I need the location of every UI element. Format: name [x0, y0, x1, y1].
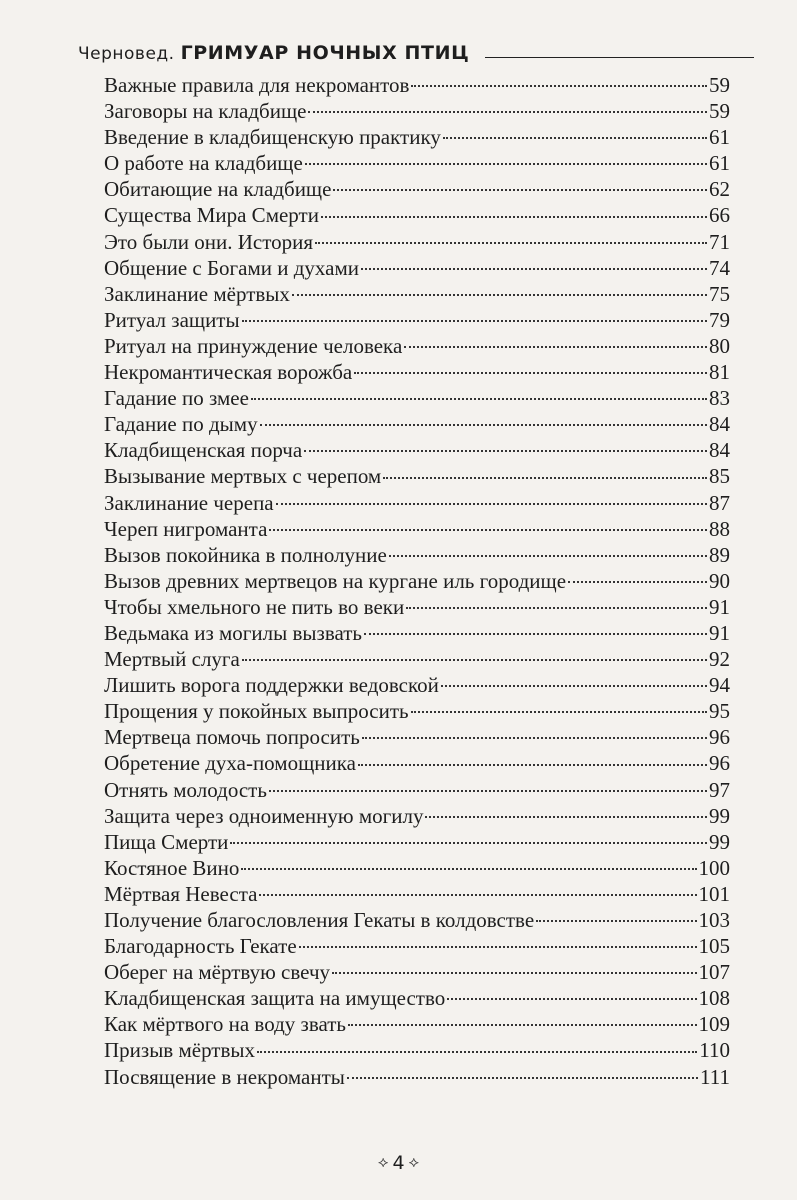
dot-leader	[404, 346, 707, 348]
dot-leader	[304, 450, 707, 452]
dot-leader	[260, 424, 707, 426]
toc-entry	[104, 1064, 730, 1090]
toc-entry	[104, 124, 730, 150]
dot-leader	[269, 790, 707, 792]
dot-leader	[292, 294, 707, 296]
toc-entry	[104, 777, 730, 803]
dot-leader	[447, 998, 696, 1000]
toc-entry	[104, 463, 730, 489]
toc-entry	[104, 490, 730, 516]
toc-entry	[104, 803, 730, 829]
toc-entry-page: 111	[700, 1064, 730, 1089]
toc-entry-title: Это были они. История	[104, 229, 314, 254]
dot-leader	[568, 581, 707, 583]
toc-entry-page: 92	[709, 647, 730, 672]
page-footer	[0, 1152, 797, 1174]
toc-entry-page: 105	[698, 934, 730, 959]
toc-entry-page: 75	[709, 281, 730, 306]
toc-entry	[104, 855, 730, 881]
dot-leader	[242, 320, 707, 322]
toc-entry-page: 96	[709, 751, 730, 776]
toc-entry-title: Кладбищенская порча	[104, 438, 303, 463]
toc-entry	[104, 1011, 730, 1037]
toc-entry	[104, 202, 730, 228]
toc-entry-page: 99	[709, 803, 730, 828]
dot-leader	[305, 163, 707, 165]
toc-entry	[104, 959, 730, 985]
toc-entry-title: Костяное Вино	[104, 855, 240, 880]
toc-entry-title: Оберег на мёртвую свечу	[104, 960, 331, 985]
toc-entry-page: 79	[709, 307, 730, 332]
dot-leader	[389, 555, 707, 557]
toc-entry-title: Пища Смерти	[104, 829, 229, 854]
dot-leader	[276, 503, 707, 505]
toc-entry-title: Заклинание черепа	[104, 490, 274, 515]
dot-leader	[348, 1024, 696, 1026]
dot-leader	[321, 216, 707, 218]
dot-leader	[364, 633, 707, 635]
toc-entry-title: Посвящение в некроманты	[104, 1064, 345, 1089]
toc-entry-page: 91	[709, 620, 730, 645]
toc-entry	[104, 620, 730, 646]
toc-entry	[104, 150, 730, 176]
toc-entry-title: Вызов древних мертвецов на кургане иль городище	[104, 568, 567, 593]
dot-leader	[362, 737, 707, 739]
toc-entry-title: Введение в кладбищенскую практику	[104, 125, 441, 150]
toc-entry	[104, 672, 730, 698]
header-title: ГРИМУАР НОЧНЫХ ПТИЦ	[180, 42, 470, 64]
toc-entry-title: Заговоры на кладбище	[104, 99, 307, 124]
toc-entry-page: 88	[709, 516, 730, 541]
toc-entry-title: Гадание по дыму	[104, 412, 258, 437]
dot-leader	[354, 372, 707, 374]
toc-entry	[104, 176, 730, 202]
toc-entry	[104, 698, 730, 724]
toc-entry	[104, 516, 730, 542]
dot-leader	[383, 477, 707, 479]
toc-entry-page: 59	[709, 73, 730, 97]
dot-leader	[242, 659, 707, 661]
toc-entry	[104, 907, 730, 933]
dot-leader	[441, 685, 707, 687]
toc-entry-title: Некромантическая ворожба	[104, 360, 353, 385]
toc-entry	[104, 646, 730, 672]
toc-entry-title: Обретение духа-помощника	[104, 751, 356, 776]
toc-entry-title: Мертвый слуга	[104, 647, 240, 672]
dot-leader	[347, 1077, 698, 1079]
toc-entry-title: Обитающие на кладбище	[104, 177, 332, 202]
toc-entry-page: 84	[709, 438, 730, 463]
ornament-right-icon: ⟡	[408, 1154, 420, 1171]
toc-entry-title: Вызов покойника в полнолуние	[104, 542, 387, 567]
toc-entry	[104, 594, 730, 620]
toc-entry-title: Кладбищенская защита на имущество	[104, 986, 446, 1011]
toc-entry-title: Благодарность Гекате	[104, 934, 297, 959]
dot-leader	[411, 85, 707, 87]
dot-leader	[308, 111, 707, 113]
header-author: Черновед.	[78, 44, 175, 64]
toc-entry	[104, 229, 730, 255]
toc-entry-page: 87	[709, 490, 730, 515]
toc-entry-title: Ритуал на принуждение человека	[104, 333, 403, 358]
toc-entry	[104, 724, 730, 750]
toc-entry-title: Общение с Богами и духами	[104, 255, 359, 280]
toc-entry	[104, 1037, 730, 1063]
dot-leader	[257, 1051, 697, 1053]
toc-entry-title: Мёртвая Невеста	[104, 881, 258, 906]
toc-entry-page: 97	[709, 777, 730, 802]
toc-entry	[104, 985, 730, 1011]
toc-entry-title: Лишить ворога поддержки ведовской	[104, 673, 439, 698]
toc-entry-page: 108	[698, 986, 730, 1011]
dot-leader	[361, 268, 707, 270]
toc-entry-page: 90	[709, 568, 730, 593]
toc-entry-title: Прощения у покойных выпросить	[104, 699, 409, 724]
toc-entry-page: 80	[709, 333, 730, 358]
toc-entry-page: 84	[709, 412, 730, 437]
toc-entry-page: 100	[698, 855, 730, 880]
toc-entry-title: Ведьмака из могилы вызвать	[104, 620, 362, 645]
toc-entry-page: 74	[709, 255, 730, 280]
toc-entry-page: 83	[709, 386, 730, 411]
toc-entry-title: Защита через одноименную могилу	[104, 803, 424, 828]
dot-leader	[406, 607, 707, 609]
toc-entry-title: О работе на кладбище	[104, 151, 303, 176]
toc-entry	[104, 307, 730, 333]
dot-leader	[251, 398, 707, 400]
toc-entry	[104, 881, 730, 907]
toc-entry-title: Призыв мёртвых	[104, 1038, 256, 1063]
dot-leader	[425, 816, 707, 818]
dot-leader	[536, 920, 696, 922]
toc-entry-page: 81	[709, 360, 730, 385]
toc-entry-title: Получение благословления Гекаты в колдовстве	[104, 908, 535, 932]
toc-entry	[104, 98, 730, 124]
dot-leader	[332, 972, 696, 974]
toc-entry-title: Гадание по змее	[104, 386, 249, 411]
toc-entry	[104, 359, 730, 385]
toc-entry-title: Мертвеца помочь попросить	[104, 725, 360, 750]
dot-leader	[269, 529, 707, 531]
toc-entry-page: 95	[709, 699, 730, 724]
toc-entry-title: Вызывание мертвых с черепом	[104, 464, 382, 489]
toc-entry	[104, 542, 730, 568]
toc-entry	[104, 281, 730, 307]
toc-entry	[104, 829, 730, 855]
toc-entry-page: 96	[709, 725, 730, 750]
toc-entry-page: 99	[709, 829, 730, 854]
toc-entry-title: Заклинание мёртвых	[104, 281, 290, 306]
toc-entry-title: Важные правила для некромантов	[104, 73, 410, 97]
toc-entry-title: Ритуал защиты	[104, 307, 240, 332]
toc-entry-title: Отнять молодость	[104, 777, 267, 802]
dot-leader	[299, 946, 697, 948]
toc-entry-title: Череп нигроманта	[104, 516, 268, 541]
toc-entry	[104, 933, 730, 959]
toc-entry-page: 61	[709, 151, 730, 176]
table-of-contents	[104, 72, 730, 1090]
toc-entry	[104, 750, 730, 776]
dot-leader	[241, 868, 696, 870]
toc-entry	[104, 385, 730, 411]
toc-entry	[104, 411, 730, 437]
toc-entry-page: 110	[699, 1038, 730, 1063]
dot-leader	[315, 242, 707, 244]
dot-leader	[333, 189, 707, 191]
toc-entry-page: 62	[709, 177, 730, 202]
toc-entry-page: 94	[709, 673, 730, 698]
toc-entry	[104, 437, 730, 463]
header-rule	[485, 57, 754, 58]
dot-leader	[230, 842, 707, 844]
toc-entry-page: 59	[709, 99, 730, 124]
toc-entry-page: 109	[698, 1012, 730, 1037]
toc-entry-title: Чтобы хмельного не пить во веки	[104, 594, 405, 619]
dot-leader	[411, 711, 707, 713]
toc-entry	[104, 333, 730, 359]
page-number: 4	[392, 1152, 405, 1174]
toc-entry	[104, 255, 730, 281]
toc-entry-page: 101	[698, 881, 730, 906]
toc-entry	[104, 568, 730, 594]
toc-entry	[104, 72, 730, 98]
dot-leader	[358, 764, 707, 766]
toc-entry-page: 71	[709, 229, 730, 254]
toc-entry-page: 66	[709, 203, 730, 228]
toc-entry-page: 103	[698, 908, 730, 932]
dot-leader	[259, 894, 696, 896]
ornament-left-icon: ⟡	[377, 1154, 389, 1171]
dot-leader	[443, 137, 707, 139]
running-header	[78, 30, 754, 64]
toc-entry-page: 91	[709, 594, 730, 619]
toc-entry-page: 61	[709, 125, 730, 150]
toc-entry-page: 85	[709, 464, 730, 489]
toc-entry-title: Существа Мира Смерти	[104, 203, 319, 228]
toc-entry-page: 89	[709, 542, 730, 567]
toc-entry-title: Как мёртвого на воду звать	[104, 1012, 347, 1037]
toc-entry-page: 107	[698, 960, 730, 985]
